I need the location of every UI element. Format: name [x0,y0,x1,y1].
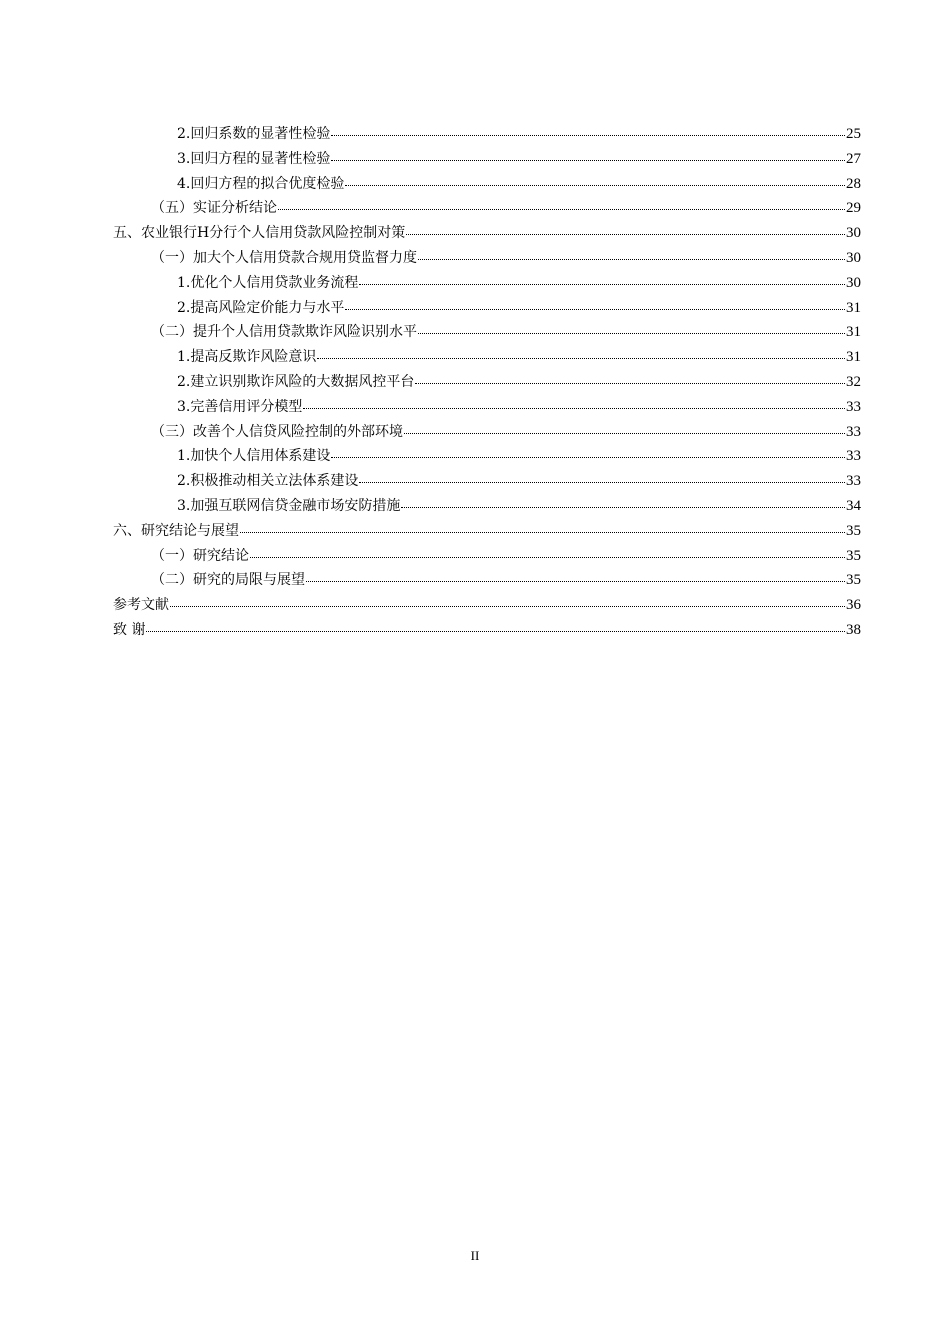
toc-entry[interactable] [113,568,861,593]
toc-entry-title: （三）改善个人信贷风险控制的外部环境 [151,423,403,440]
toc-entry-title: 参考文献 [113,597,169,614]
toc-entry-title: 4.回归方程的拟合优度检验 [177,175,345,192]
toc-entry-title: 致 谢 [113,621,146,638]
toc-entry[interactable] [113,395,861,420]
toc-entry-page: 33 [846,398,861,415]
toc-entry[interactable] [113,345,861,370]
dot-leader [406,234,845,235]
dot-leader [240,532,845,533]
toc-entry[interactable] [113,544,861,569]
toc-entry-page: 28 [846,175,861,192]
toc-entry[interactable] [113,221,861,246]
toc-entry-page: 38 [846,621,861,638]
dot-leader [345,185,845,186]
table-of-contents [113,122,861,643]
toc-entry-title: 2.提高风险定价能力与水平 [177,299,345,316]
toc-entry-title: 2.建立识别欺诈风险的大数据风控平台 [177,373,415,390]
dot-leader [418,259,845,260]
toc-entry[interactable] [113,519,861,544]
toc-entry-title: 1.优化个人信用贷款业务流程 [177,274,359,291]
toc-entry[interactable] [113,320,861,345]
toc-entry-page: 33 [846,473,861,490]
toc-entry-title: 1.提高反欺诈风险意识 [177,349,317,366]
toc-entry-title: （五）实证分析结论 [151,200,277,217]
toc-entry[interactable] [113,196,861,221]
toc-entry-title: 六、研究结论与展望 [113,522,239,539]
toc-entry-page: 31 [846,324,861,341]
dot-leader [415,383,845,384]
toc-entry-page: 35 [846,547,861,564]
toc-entry[interactable] [113,122,861,147]
toc-entry-page: 33 [846,448,861,465]
toc-entry-title: （二）提升个人信用贷款欺诈风险识别水平 [151,324,417,341]
toc-entry-page: 25 [846,126,861,142]
dot-leader [404,433,845,434]
dot-leader [303,408,845,409]
dot-leader [418,333,845,334]
toc-entry-page: 36 [846,597,861,614]
toc-entry[interactable] [113,271,861,296]
toc-entry-page: 31 [846,299,861,316]
toc-entry[interactable] [113,469,861,494]
dot-leader [331,135,845,136]
dot-leader [278,209,845,210]
toc-entry-page: 34 [846,497,861,514]
toc-entry-page: 30 [846,274,861,291]
toc-entry-page: 33 [846,423,861,440]
toc-entry[interactable] [113,172,861,197]
toc-entry[interactable] [113,296,861,321]
toc-entry-page: 35 [846,572,861,589]
dot-leader [250,557,845,558]
toc-entry-title: （一）研究结论 [151,547,249,564]
toc-entry[interactable] [113,370,861,395]
toc-entry[interactable] [113,147,861,172]
toc-entry-title: 3.回归方程的显著性检验 [177,150,331,167]
dot-leader [331,160,845,161]
toc-entry[interactable] [113,494,861,519]
toc-entry[interactable] [113,618,861,643]
dot-leader [401,507,845,508]
toc-entry-page: 32 [846,373,861,390]
page-number: II [470,1248,480,1263]
toc-entry-title: 3.完善信用评分模型 [177,398,303,415]
dot-leader [306,581,845,582]
dot-leader [146,631,845,632]
toc-entry-page: 29 [846,200,861,217]
dot-leader [170,606,845,607]
dot-leader [317,358,845,359]
dot-leader [359,482,845,483]
toc-entry-title: （一）加大个人信用贷款合规用贷监督力度 [151,249,417,266]
dot-leader [345,309,845,310]
toc-entry-title: 2.积极推动相关立法体系建设 [177,473,359,490]
toc-entry-page: 31 [846,349,861,366]
dot-leader [331,457,845,458]
toc-entry[interactable] [113,420,861,445]
toc-entry[interactable] [113,444,861,469]
toc-entry-page: 35 [846,522,861,539]
toc-entry-title: 3.加强互联网信贷金融市场安防措施 [177,497,401,514]
toc-entry[interactable] [113,246,861,271]
toc-entry-title: （二）研究的局限与展望 [151,572,305,589]
dot-leader [359,284,845,285]
toc-entry-title: 2.回归系数的显著性检验 [177,126,331,142]
toc-entry[interactable] [113,593,861,618]
toc-entry-page: 30 [846,225,861,242]
toc-entry-title: 1.加快个人信用体系建设 [177,448,331,465]
toc-entry-title: 五、农业银行H分行个人信用贷款风险控制对策 [113,225,406,242]
toc-entry-page: 30 [846,249,861,266]
toc-entry-page: 27 [846,150,861,167]
